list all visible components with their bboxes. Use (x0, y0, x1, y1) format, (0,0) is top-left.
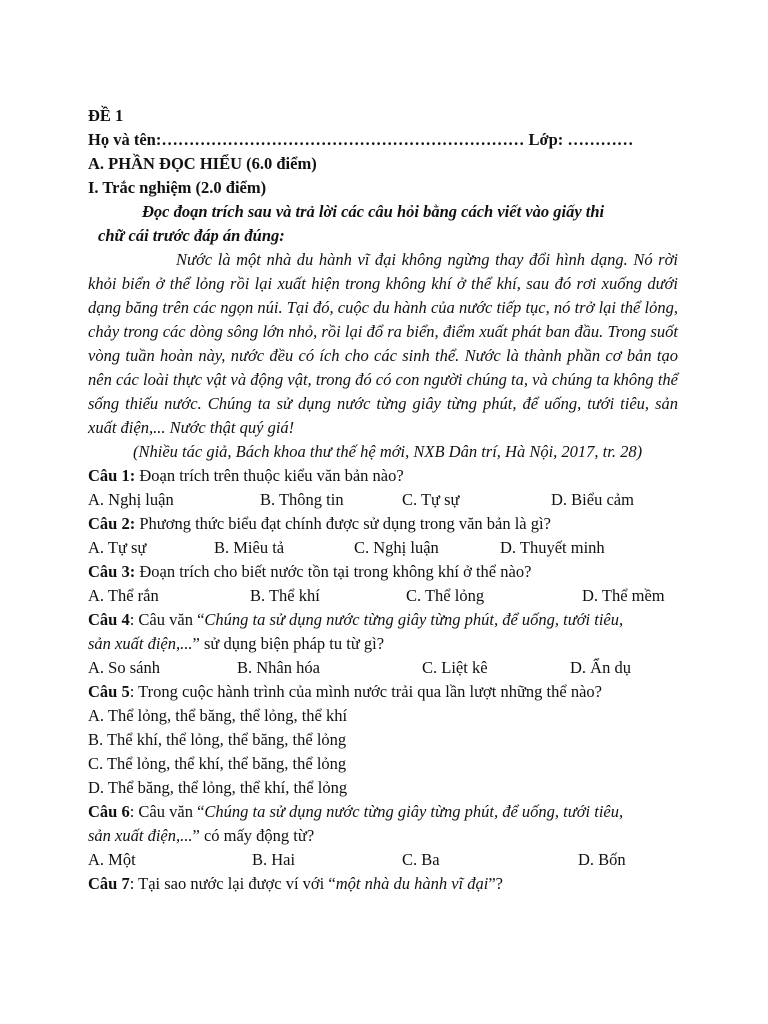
q5-option-d: D. Thể băng, thể lỏng, thể khí, thể lỏng (88, 778, 348, 797)
q1-option-a: A. Nghị luận (88, 490, 174, 509)
question-7-label: Câu 7 (88, 874, 130, 893)
q3-option-d: D. Thể mềm (582, 586, 665, 605)
q6-option-a: A. Một (88, 850, 136, 869)
q5-option-b: B. Thể khí, thể lỏng, thể băng, thể lỏng (88, 730, 347, 749)
passage-source: (Nhiều tác giả, Bách khoa thư thế hệ mới, NXB Dân trí, Hà Nội, 2017, tr. 28) (133, 442, 643, 461)
name-label: Họ và tên: (88, 130, 162, 149)
question-3-label: Câu 3: (88, 562, 136, 581)
question-4-text-pre: : Câu văn “ (129, 610, 205, 629)
question-6-cont (88, 824, 680, 848)
q3-option-b: B. Thể khí (250, 586, 320, 605)
question-2 (88, 512, 680, 536)
question-5-text: : Trong cuộc hành trình của mình nước trải qua lần lượt những thể nào? (129, 682, 602, 701)
q3-option-a: A. Thể rắn (88, 586, 159, 605)
question-1 (88, 464, 680, 488)
class-label: Lớp: ………… (524, 130, 634, 149)
q6-option-c: C. Ba (402, 850, 440, 869)
question-4-options (88, 656, 680, 680)
question-3-options (88, 584, 680, 608)
question-2-options (88, 536, 680, 560)
q2-option-c: C. Nghị luận (354, 538, 439, 557)
instruction-line-1: Đọc đoạn trích sau và trả lời các câu hỏi bằng cách viết vào giấy thi (142, 202, 605, 221)
question-6 (88, 800, 680, 824)
question-7-text-pre: : Tại sao nước lại được ví với “ (129, 874, 336, 893)
question-3-text: Đoạn trích cho biết nước tồn tại trong không khí ở thể nào? (135, 562, 532, 581)
section-i-heading: I. Trắc nghiệm (2.0 điểm) (88, 178, 267, 197)
question-2-text: Phương thức biểu đạt chính được sử dụng trong văn bản là gì? (135, 514, 551, 533)
question-4-label: Câu 4 (88, 610, 130, 629)
question-7-quote: một nhà du hành vĩ đại (335, 874, 489, 893)
reading-passage: Nước là một nhà du hành vĩ đại không ngừng thay đổi hình dạng. Nó rời khỏi biển ở thể lỏng rồi lại xuất hiện trong không khí ở thể khí, sau đó rơi xuống dưới dạng băng trên các ngọn núi. Tại đó, cuộc du hành của nước tiếp tục, nó trở lại thể lỏng, chảy trong các dòng sông lớn nhỏ, rồi lại đổ ra biển, điểm xuất phát ban đầu. Trong suốt vòng tuần hoàn này, nước đều có ích cho các sinh thể. Nước là thành phần cơ bản tạo nên các loài thực vật và động vật, trong đó có con người chúng ta, và chúng ta không thể sống thiếu nước. Chúng ta sử dụng nước từng giây từng phút, để uống, tưới tiêu, sản xuất điện,... Nước thật quý giá! (88, 250, 678, 437)
q5-option-c: C. Thể lỏng, thể khí, thể băng, thể lỏng (88, 754, 347, 773)
question-4-text-post: ” sử dụng biện pháp tu từ gì? (192, 634, 385, 653)
question-2-label: Câu 2: (88, 514, 136, 533)
q6-option-b: B. Hai (252, 850, 296, 869)
q3-option-c: C. Thể lỏng (406, 586, 485, 605)
question-5 (88, 680, 680, 704)
question-4 (88, 608, 680, 632)
question-7 (88, 872, 680, 896)
question-5-label: Câu 5 (88, 682, 130, 701)
exam-title: ĐỀ 1 (88, 106, 124, 125)
question-4-cont (88, 632, 680, 656)
question-6-quote-1: Chúng ta sử dụng nước từng giây từng phút, để uống, tưới tiêu, (204, 802, 624, 821)
question-7-text-post: ”? (488, 874, 503, 893)
section-a-heading: A. PHẦN ĐỌC HIỂU (6.0 điểm) (88, 154, 317, 173)
name-class-row (88, 128, 680, 152)
q2-option-d: D. Thuyết minh (500, 538, 605, 557)
q2-option-a: A. Tự sự (88, 538, 147, 557)
question-3 (88, 560, 680, 584)
question-6-label: Câu 6 (88, 802, 130, 821)
question-4-quote-1: Chúng ta sử dụng nước từng giây từng phút, để uống, tưới tiêu, (204, 610, 624, 629)
q5-option-a: A. Thể lỏng, thể băng, thể lỏng, thể khí (88, 706, 348, 725)
question-6-quote-2: sản xuất điện,... (88, 826, 193, 845)
question-1-label: Câu 1: (88, 466, 136, 485)
question-1-options (88, 488, 680, 512)
q1-option-d: D. Biểu cảm (551, 490, 634, 509)
question-4-quote-2: sản xuất điện,... (88, 634, 193, 653)
question-6-text-post: ” có mấy động từ? (192, 826, 315, 845)
question-6-text-pre: : Câu văn “ (129, 802, 205, 821)
exam-page (88, 104, 680, 896)
q4-option-c: C. Liệt kê (422, 658, 488, 677)
question-6-options (88, 848, 680, 872)
instruction-line-2: chữ cái trước đáp án đúng: (98, 226, 285, 245)
q1-option-c: C. Tự sự (402, 490, 460, 509)
q1-option-b: B. Thông tin (260, 490, 344, 509)
q4-option-d: D. Ẩn dụ (570, 658, 631, 677)
q4-option-b: B. Nhân hóa (237, 658, 320, 677)
name-fill-dots: ………………………………………………………… (161, 130, 525, 149)
q6-option-d: D. Bốn (578, 850, 626, 869)
question-1-text: Đoạn trích trên thuộc kiểu văn bản nào? (135, 466, 404, 485)
q2-option-b: B. Miêu tả (214, 538, 285, 557)
q4-option-a: A. So sánh (88, 658, 160, 677)
